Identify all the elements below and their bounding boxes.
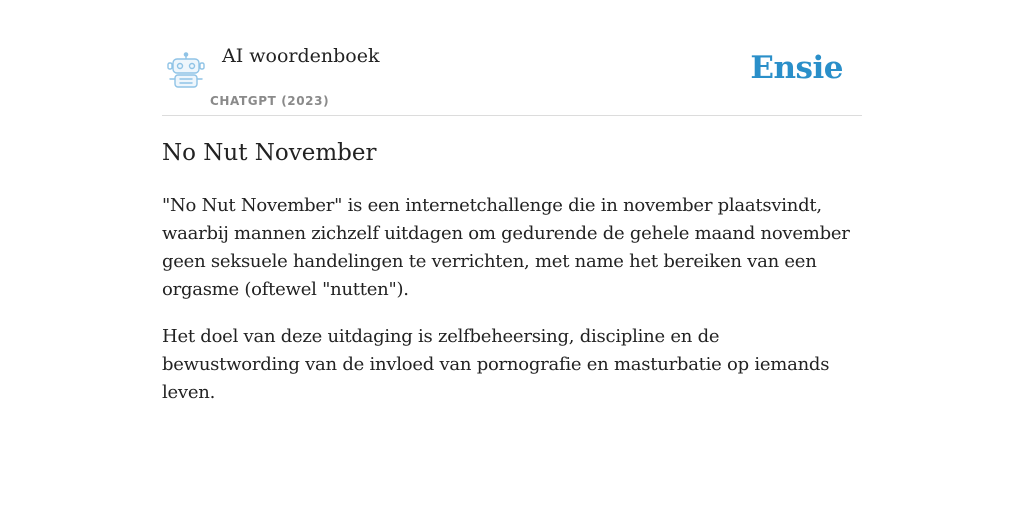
robot-icon[interactable] bbox=[166, 52, 206, 90]
dictionary-card bbox=[162, 0, 862, 512]
entry-header bbox=[162, 0, 862, 116]
entry-term: No Nut November bbox=[162, 140, 377, 166]
definition-paragraph: "No Nut November" is een internetchallenge die in november plaatsvindt, waarbij mannen zichzelf uitdagen om gedurende de gehele maand november geen seksuele handelingen te verrichten, met name het bereiken van een orgasme (oftewel "nutten"). bbox=[162, 195, 850, 300]
brand-logo[interactable]: Ensie bbox=[750, 50, 843, 86]
source-subtitle: CHATGPT (2023) bbox=[210, 94, 330, 108]
definition-paragraph: Het doel van deze uitdaging is zelfbeheersing, discipline en de bewustwording van de invloed van pornografie en masturbatie op iemands leven. bbox=[162, 326, 830, 403]
source-title[interactable]: AI woordenboek bbox=[222, 45, 380, 67]
entry-definition bbox=[162, 192, 862, 426]
